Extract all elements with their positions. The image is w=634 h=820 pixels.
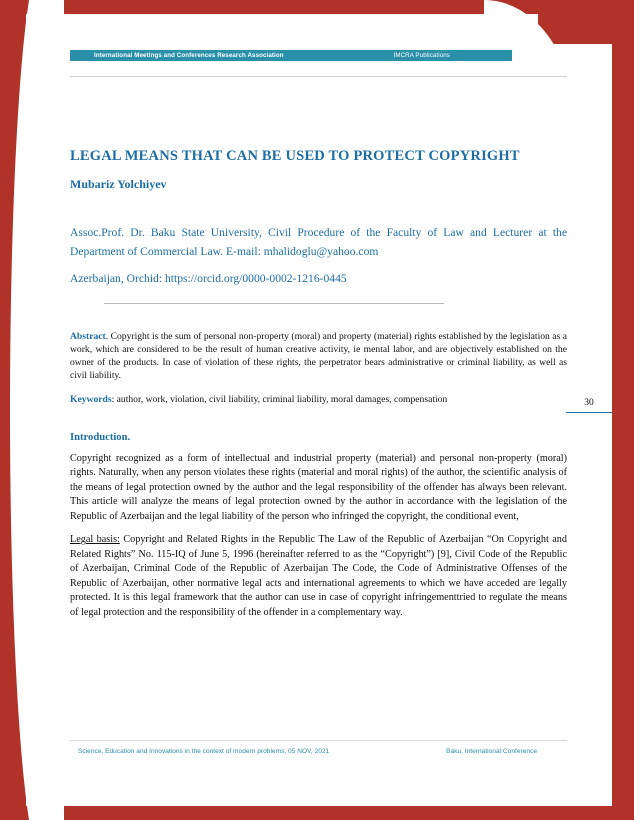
keywords-text: author, work, violation, civil liability, criminal liability, moral damages, compensation xyxy=(116,393,448,405)
keywords-label: Keywords xyxy=(70,393,112,405)
page-title: LEGAL MEANS THAT CAN BE USED TO PROTECT COPYRIGHT xyxy=(70,148,520,164)
section-heading-introduction: Introduction. xyxy=(70,431,131,443)
page-number-container xyxy=(566,398,612,413)
top-right-red-corner xyxy=(538,0,634,44)
introduction-paragraph-1: Copyright recognized as a form of intellectual and industrial property (material) and personal non-property (moral) rights. Naturally, when any person violates these rights (material and moral rights) of the author, the scientific analysis of the means of legal protection owned by the author and the legal responsibility of the offender has always been relevant. This article will analyze the means of legal protection owned by the author in accordance with the legislation of the Republic of Azerbaijan and the legal liability of the person who infringed the copyright, the conditional event, xyxy=(70,452,567,522)
header-divider xyxy=(70,76,567,77)
abstract-separator: . xyxy=(105,330,111,342)
author-orcid: Azerbaijan, Orchid: https://orcid.org/0000-0002-1216-0445 xyxy=(70,271,347,285)
left-white-arc-decoration xyxy=(10,0,64,820)
abstract-label: Abstract xyxy=(70,330,106,342)
abstract-text: Copyright is the sum of personal non-property (moral) and property (material) rights established by the legislation as a work, which are considered to be the result of human creative activity, ie mental labor, and are objectively established on the owner of the products. In case of violation of these rights, the perpetrator bears administrative or criminal liability, as well as civil liability. xyxy=(70,330,568,381)
legal-basis-label: Legal basis: xyxy=(70,534,120,546)
legal-basis-text: Copyright and Related Rights in the Republic The Law of the Republic of Azerbaijan “On Copyright and Related Rights” No. 115-IQ of June 5, 1996 (hereinafter referred to as the “Copyright”) [9], Civil Code of the Republic of Azerbaijan, Criminal Code of the Republic of Azerbaijan The Code, the Code of Administrative Offenses of the Republic of Azerbaijan, other normative legal acts and international agreements to which we have acceded are legally protected. It is this legal framework that the author can use in case of copyright infringementtried to regulate the means of legal protection and the responsibility of the offender in a complementary way. xyxy=(70,534,567,618)
author-affiliation: Assoc.Prof. Dr. Baku State University, Civil Procedure of the Faculty of Law and Lecturer at the Department of Commercial Law. E-mail: mhalidoglu@yahoo.com xyxy=(70,226,567,259)
page-number: 30 xyxy=(584,398,594,408)
introduction-paragraph-2 xyxy=(70,533,567,620)
header-association-name: International Meetings and Conferences Research Association xyxy=(94,52,284,59)
affiliation-divider xyxy=(104,303,444,304)
footer-conference-title: Science, Education and Innovations in the context of modern problems, 05 NOV, 2021 xyxy=(78,748,330,755)
author-name: Mubariz Yolchiyev xyxy=(70,177,167,192)
running-header-bar xyxy=(70,50,512,61)
header-publisher-name: IMCRA Publications xyxy=(393,52,450,59)
keywords-block xyxy=(70,393,567,406)
keywords-separator: : xyxy=(111,393,117,405)
abstract-block xyxy=(70,330,567,382)
footer-divider xyxy=(70,740,567,741)
article-content xyxy=(70,148,567,620)
page-number-underline xyxy=(566,412,612,413)
footer-conference-location: Baku, International Conference xyxy=(446,748,537,755)
page-footer xyxy=(70,748,567,755)
